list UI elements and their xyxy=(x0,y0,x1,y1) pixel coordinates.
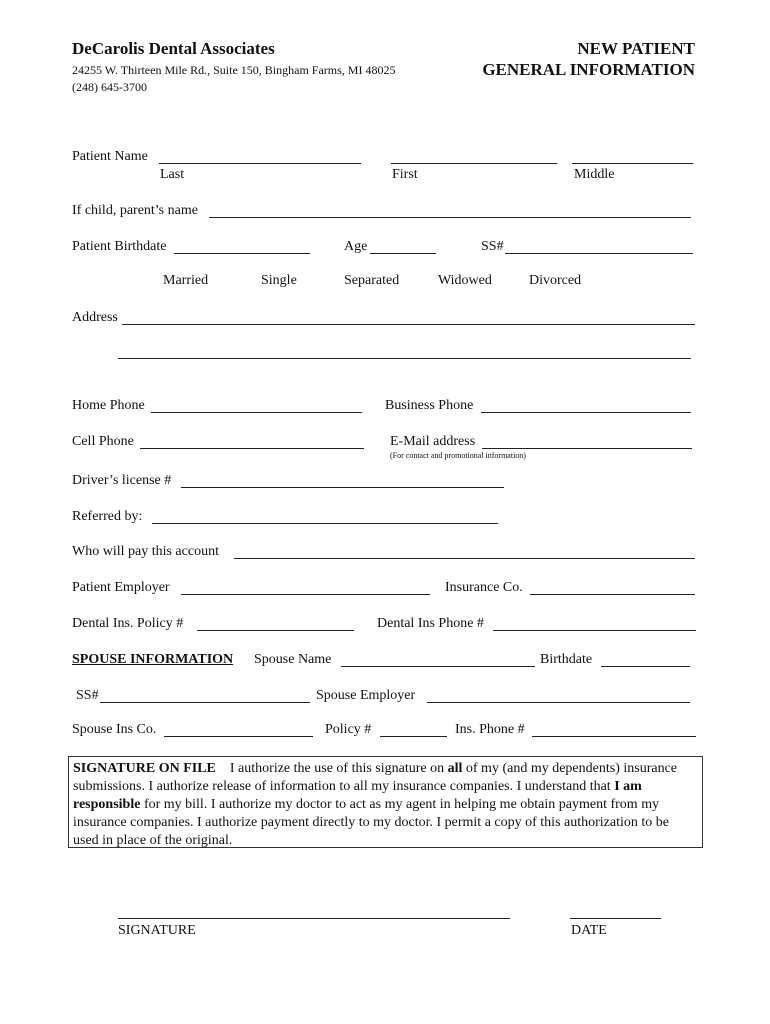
practice-name: DeCarolis Dental Associates xyxy=(72,39,275,58)
date-label: DATE xyxy=(571,923,607,938)
age-field[interactable] xyxy=(370,235,436,254)
policy-label: Dental Ins. Policy # xyxy=(72,616,184,631)
marital-option-single[interactable]: Single xyxy=(261,273,297,288)
last-name-caption: Last xyxy=(160,167,185,182)
birthdate-field[interactable] xyxy=(174,235,310,254)
home-phone-field[interactable] xyxy=(151,394,362,413)
authorization-text-c: for my bill. I authorize my doctor to act as my agent in helping me obtain payment from my insurance companies. I authorize payment directly to my doctor. I permit a copy of this authorization to be used in place of the original. xyxy=(73,797,669,848)
address-label: Address xyxy=(72,310,118,325)
birthdate-label: Patient Birthdate xyxy=(72,239,167,254)
spouse-policy-label: Policy # xyxy=(325,722,372,737)
email-note: (For contact and promotional information) xyxy=(390,451,526,460)
address-line1-field[interactable] xyxy=(122,306,695,325)
spouse-name-field[interactable] xyxy=(341,648,535,667)
ss-field[interactable] xyxy=(505,235,693,254)
authorization-bold-all: all xyxy=(447,761,463,776)
email-label: E-Mail address xyxy=(390,434,476,449)
practice-phone: (248) 645-3700 xyxy=(72,80,147,94)
spouse-employer-label: Spouse Employer xyxy=(316,688,416,703)
address-line2-field[interactable] xyxy=(118,340,691,359)
cell-phone-field[interactable] xyxy=(140,430,364,449)
authorization-text-a: I authorize the use of this signature on xyxy=(215,761,448,776)
signature-label: SIGNATURE xyxy=(118,923,196,938)
policy-field[interactable] xyxy=(197,612,354,631)
spouse-policy-field[interactable] xyxy=(380,718,447,737)
email-field[interactable] xyxy=(482,430,692,449)
form-title-line1: NEW PATIENT xyxy=(577,39,695,58)
ins-phone-field[interactable] xyxy=(493,612,696,631)
marital-option-widowed[interactable]: Widowed xyxy=(438,273,492,288)
spouse-employer-field[interactable] xyxy=(427,684,690,703)
insurance-co-field[interactable] xyxy=(530,576,695,595)
spouse-name-label: Spouse Name xyxy=(254,652,332,667)
who-pays-field[interactable] xyxy=(234,540,695,559)
first-name-field[interactable] xyxy=(391,145,557,164)
marital-option-separated[interactable]: Separated xyxy=(344,273,400,288)
parent-name-field[interactable] xyxy=(209,199,691,218)
spouse-ins-phone-field[interactable] xyxy=(532,718,696,737)
drivers-license-field[interactable] xyxy=(181,469,504,488)
business-phone-label: Business Phone xyxy=(385,398,474,413)
first-name-caption: First xyxy=(392,167,418,182)
middle-name-field[interactable] xyxy=(572,145,693,164)
ss-label: SS# xyxy=(481,239,504,254)
practice-address: 24255 W. Thirteen Mile Rd., Suite 150, Bingham Farms, MI 48025 xyxy=(72,63,396,77)
cell-phone-label: Cell Phone xyxy=(72,434,134,449)
spouse-ss-label: SS# xyxy=(76,688,99,703)
spouse-ins-co-field[interactable] xyxy=(164,718,313,737)
signature-on-file-box xyxy=(68,756,703,848)
ins-phone-label: Dental Ins Phone # xyxy=(377,616,484,631)
authorization-text-b: of my (and my dependents) insurance submissions. I authorize release of information to all my insurance companies. I understand that xyxy=(73,761,677,794)
drivers-license-label: Driver’s license # xyxy=(72,473,172,488)
referred-by-field[interactable] xyxy=(152,505,498,524)
spouse-birthdate-field[interactable] xyxy=(601,648,690,667)
age-label: Age xyxy=(344,239,368,254)
who-pays-label: Who will pay this account xyxy=(72,544,219,559)
business-phone-field[interactable] xyxy=(481,394,691,413)
patient-name-label: Patient Name xyxy=(72,149,148,164)
employer-field[interactable] xyxy=(181,576,430,595)
spouse-birthdate-label: Birthdate xyxy=(540,652,593,667)
insurance-co-label: Insurance Co. xyxy=(445,580,523,595)
parent-name-label: If child, parent’s name xyxy=(72,203,198,218)
middle-name-caption: Middle xyxy=(574,167,615,182)
date-field[interactable] xyxy=(570,900,661,919)
home-phone-label: Home Phone xyxy=(72,398,145,413)
spouse-ins-co-label: Spouse Ins Co. xyxy=(72,722,157,737)
marital-option-divorced[interactable]: Divorced xyxy=(529,273,582,288)
form-title-line2: GENERAL INFORMATION xyxy=(482,60,695,79)
marital-option-married[interactable]: Married xyxy=(163,273,209,288)
authorization-bold-responsible: I am responsible xyxy=(73,779,642,812)
spouse-ss-field[interactable] xyxy=(100,684,310,703)
last-name-field[interactable] xyxy=(159,145,361,164)
employer-label: Patient Employer xyxy=(72,580,170,595)
signature-field[interactable] xyxy=(118,900,510,919)
spouse-ins-phone-label: Ins. Phone # xyxy=(455,722,525,737)
referred-by-label: Referred by: xyxy=(72,509,143,524)
signature-on-file-heading: SIGNATURE ON FILE xyxy=(73,761,216,776)
spouse-heading: SPOUSE INFORMATION xyxy=(72,652,234,667)
